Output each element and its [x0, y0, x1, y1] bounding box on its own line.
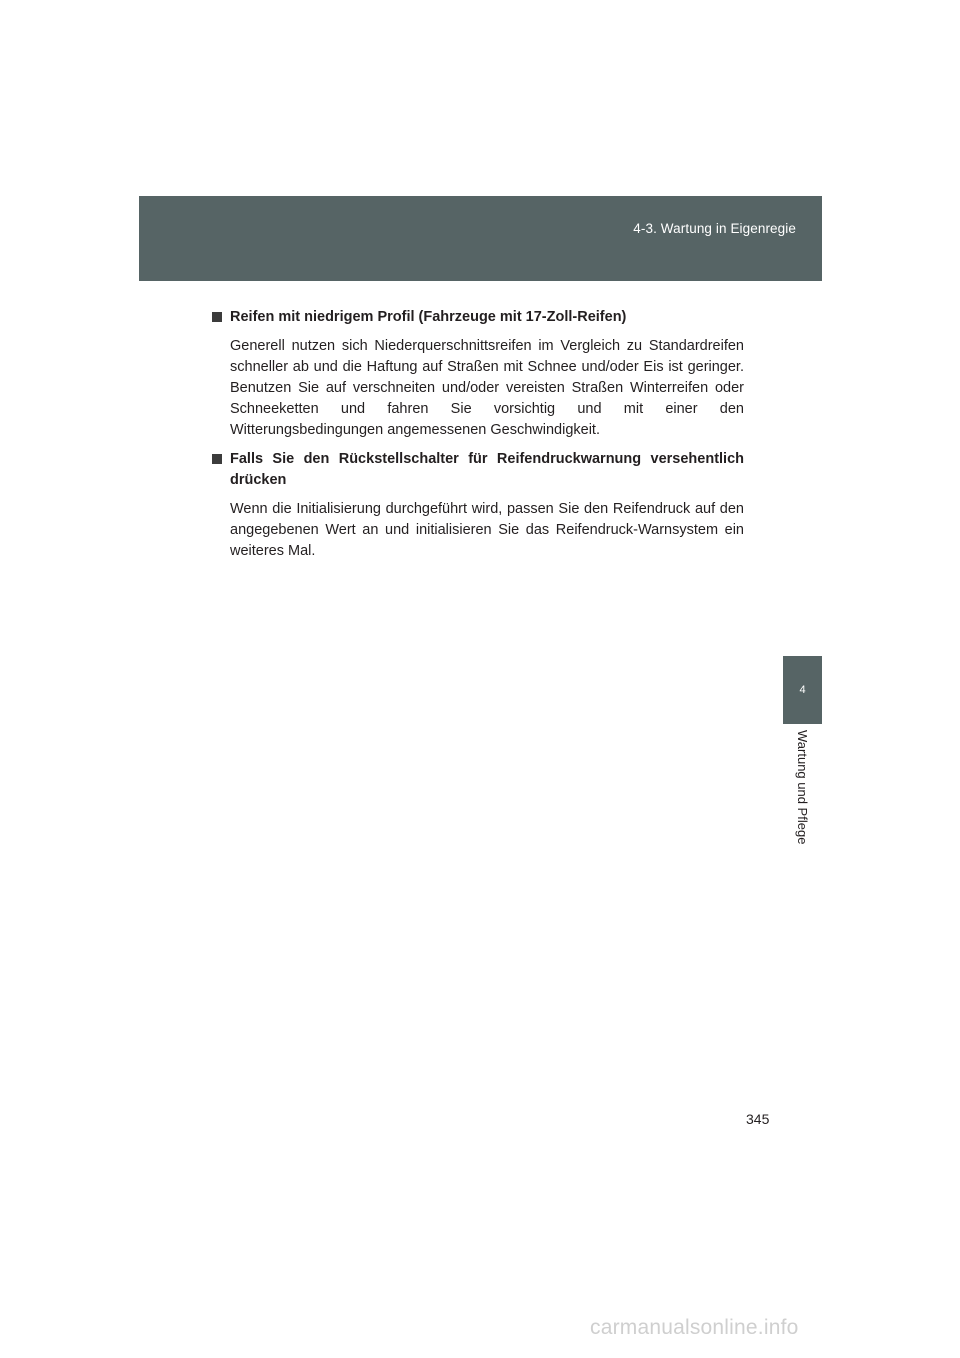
section-heading — [212, 449, 744, 491]
chapter-number: 4 — [799, 684, 806, 696]
chapter-tab — [783, 656, 822, 724]
section-header-title: 4-3. Wartung in Eigenregie — [633, 221, 796, 236]
square-bullet-icon — [212, 454, 222, 464]
header-band — [139, 196, 822, 281]
section-heading-text: Reifen mit niedrigem Profil (Fahrzeuge mit 17-Zoll-Reifen) — [230, 309, 627, 325]
chapter-label: Wartung und Pflege — [795, 730, 810, 845]
section-reset-switch — [212, 449, 744, 562]
section-low-profile-tires — [212, 307, 744, 441]
section-paragraph: Generell nutzen sich Niederquerschnittsreifen im Vergleich zu Standardreifen schneller ab und die Haftung auf Straßen mit Schnee und/oder Eis ist geringer. Benutzen Sie auf verschneiten und/oder vereisten Straßen Winterreifen oder Schneeketten und fahren Sie vorsichtig und mit einer den Witterungsbedingungen angemessenen Geschwindigkeit. — [230, 338, 744, 438]
section-heading-text: Falls Sie den Rückstellschalter für Reifendruckwarnung versehentlich drücken — [230, 451, 744, 488]
section-paragraph: Wenn die Initialisierung durchgeführt wird, passen Sie den Reifendruck auf den angegebenen Wert an und initialisieren Sie das Reifendruck-Warnsystem ein weiteres Mal. — [230, 501, 744, 559]
square-bullet-icon — [212, 312, 222, 322]
section-heading — [212, 307, 744, 328]
watermark: carmanualsonline.info — [590, 1316, 799, 1339]
chapter-label-tab — [783, 724, 822, 874]
main-content — [212, 307, 744, 570]
page-number: 345 — [746, 1111, 770, 1127]
